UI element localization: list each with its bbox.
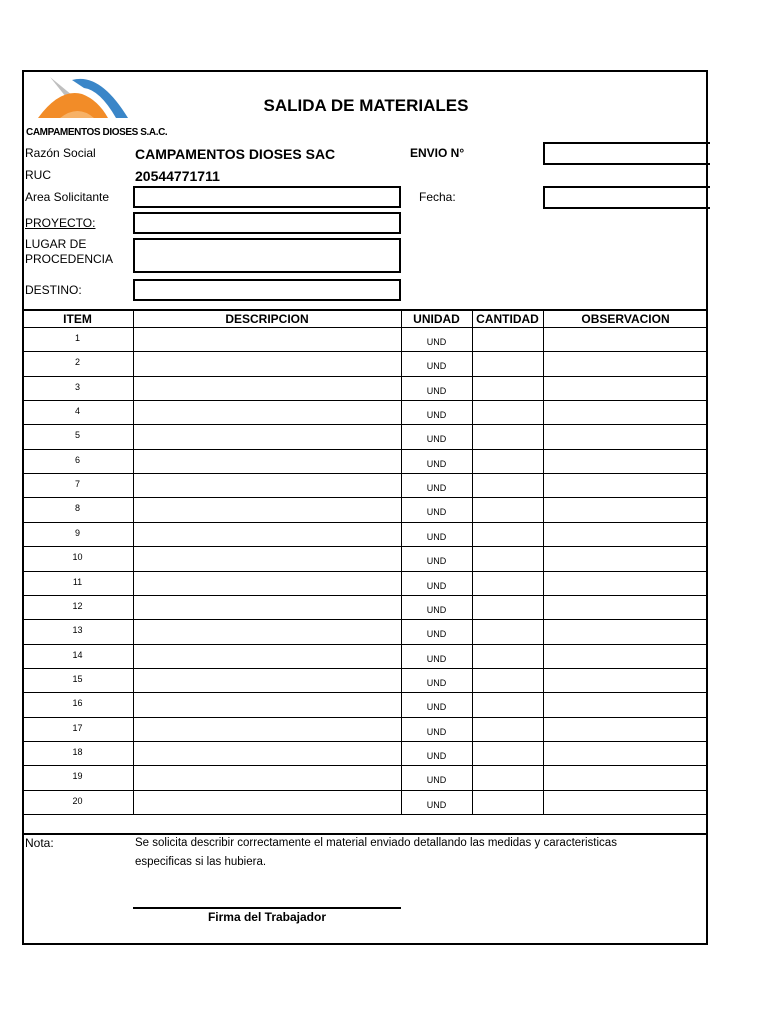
razon-social-label: Razón Social xyxy=(25,146,96,160)
item-number: 14 xyxy=(72,649,83,660)
unidad-value: UND xyxy=(426,556,447,567)
description-cell[interactable] xyxy=(133,449,401,473)
area-solicitante-label: Area Solicitante xyxy=(25,190,110,204)
unidad-value: UND xyxy=(426,507,447,518)
item-number: 9 xyxy=(74,527,80,538)
unidad-value: UND xyxy=(426,410,447,421)
cantidad-cell[interactable] xyxy=(472,741,543,765)
observacion-cell[interactable] xyxy=(543,619,708,643)
ruc-label: RUC xyxy=(25,168,51,182)
table-top-line xyxy=(22,309,708,311)
unidad-value: UND xyxy=(426,580,447,591)
company-logo xyxy=(30,72,160,128)
description-cell[interactable] xyxy=(133,765,401,789)
unidad-value: UND xyxy=(426,653,447,664)
cantidad-cell[interactable] xyxy=(472,668,543,692)
cantidad-cell[interactable] xyxy=(472,424,543,448)
description-cell[interactable] xyxy=(133,790,401,814)
item-number: 20 xyxy=(72,795,83,806)
description-cell[interactable] xyxy=(133,717,401,741)
observacion-cell[interactable] xyxy=(543,790,708,814)
unidad-value: UND xyxy=(426,702,447,713)
unidad-value: UND xyxy=(426,434,447,445)
fecha-label: Fecha: xyxy=(419,190,456,204)
cantidad-cell[interactable] xyxy=(472,692,543,716)
area-solicitante-field[interactable] xyxy=(133,186,401,208)
cantidad-cell[interactable] xyxy=(472,546,543,570)
logo-mountain-icon xyxy=(30,72,140,122)
lugar-procedencia-label-2: PROCEDENCIA xyxy=(25,252,114,266)
destino-label: DESTINO: xyxy=(25,283,82,297)
observacion-cell[interactable] xyxy=(543,497,708,521)
item-number: 11 xyxy=(72,576,83,587)
description-cell[interactable] xyxy=(133,376,401,400)
cantidad-cell[interactable] xyxy=(472,619,543,643)
observacion-cell[interactable] xyxy=(543,327,708,351)
cantidad-cell[interactable] xyxy=(472,717,543,741)
observacion-cell[interactable] xyxy=(543,546,708,570)
item-number: 10 xyxy=(72,552,83,563)
unidad-value: UND xyxy=(426,531,447,542)
item-number: 15 xyxy=(72,673,83,684)
observacion-cell[interactable] xyxy=(543,717,708,741)
unidad-value: UND xyxy=(426,629,447,640)
table-extra-line xyxy=(22,833,708,835)
envio-label: ENVIO N° xyxy=(410,146,465,160)
razon-social-value: CAMPAMENTOS DIOSES SAC xyxy=(135,146,336,162)
item-number: 3 xyxy=(74,381,80,392)
unidad-value: UND xyxy=(426,775,447,786)
destino-field[interactable] xyxy=(133,279,401,301)
item-number: 2 xyxy=(74,357,80,368)
nota-text-line-1: Se solicita describir correctamente el material enviado detallando las medidas y caracteristicas xyxy=(135,837,617,849)
page-title: SALIDA DE MATERIALES xyxy=(263,96,469,115)
item-number: 19 xyxy=(72,771,83,782)
description-cell[interactable] xyxy=(133,619,401,643)
table-header-cantidad: CANTIDAD xyxy=(476,312,539,326)
fecha-field[interactable] xyxy=(543,186,710,209)
observacion-cell[interactable] xyxy=(543,595,708,619)
lugar-procedencia-field[interactable] xyxy=(133,238,401,273)
cantidad-cell[interactable] xyxy=(472,644,543,668)
unidad-value: UND xyxy=(426,361,447,372)
signature-line xyxy=(133,907,401,909)
cantidad-cell[interactable] xyxy=(472,571,543,595)
nota-text-line-2: especificas si las hubiera. xyxy=(135,856,267,868)
cantidad-cell[interactable] xyxy=(472,449,543,473)
description-cell[interactable] xyxy=(133,595,401,619)
unidad-value: UND xyxy=(426,483,447,494)
unidad-value: UND xyxy=(426,458,447,469)
cantidad-cell[interactable] xyxy=(472,351,543,375)
ruc-value: 20544771711 xyxy=(135,168,220,184)
nota-label: Nota: xyxy=(25,836,54,850)
cantidad-cell[interactable] xyxy=(472,473,543,497)
table-header-unidad: UNIDAD xyxy=(413,312,460,326)
item-number: 12 xyxy=(72,600,83,611)
item-number: 8 xyxy=(74,503,80,514)
description-cell[interactable] xyxy=(133,668,401,692)
unidad-value: UND xyxy=(426,677,447,688)
cantidad-cell[interactable] xyxy=(472,376,543,400)
observacion-cell[interactable] xyxy=(543,424,708,448)
observacion-cell[interactable] xyxy=(543,765,708,789)
description-cell[interactable] xyxy=(133,473,401,497)
observacion-cell[interactable] xyxy=(543,692,708,716)
item-number: 18 xyxy=(72,746,83,757)
observacion-cell[interactable] xyxy=(543,449,708,473)
unidad-value: UND xyxy=(426,604,447,615)
unidad-value: UND xyxy=(426,750,447,761)
observacion-cell[interactable] xyxy=(543,522,708,546)
description-cell[interactable] xyxy=(133,400,401,424)
cantidad-cell[interactable] xyxy=(472,595,543,619)
description-cell[interactable] xyxy=(133,327,401,351)
cantidad-cell[interactable] xyxy=(472,497,543,521)
observacion-cell[interactable] xyxy=(543,644,708,668)
cantidad-cell[interactable] xyxy=(472,790,543,814)
description-cell[interactable] xyxy=(133,424,401,448)
description-cell[interactable] xyxy=(133,692,401,716)
observacion-cell[interactable] xyxy=(543,376,708,400)
description-cell[interactable] xyxy=(133,351,401,375)
item-number: 16 xyxy=(72,698,83,709)
logo-company-name: CAMPAMENTOS DIOSES S.A.C. xyxy=(26,127,168,138)
proyecto-label: PROYECTO: xyxy=(25,216,96,230)
item-number: 6 xyxy=(74,454,80,465)
cantidad-cell[interactable] xyxy=(472,327,543,351)
observacion-cell[interactable] xyxy=(543,400,708,424)
description-cell[interactable] xyxy=(133,644,401,668)
firma-label: Firma del Trabajador xyxy=(207,910,327,924)
observacion-cell[interactable] xyxy=(543,351,708,375)
table-header-item: ITEM xyxy=(63,312,92,326)
table-header-observacion: OBSERVACION xyxy=(581,312,670,326)
cantidad-cell[interactable] xyxy=(472,400,543,424)
lugar-procedencia-label-1: LUGAR DE xyxy=(25,237,87,251)
item-number: 5 xyxy=(74,430,80,441)
cantidad-cell[interactable] xyxy=(472,522,543,546)
table-row-line xyxy=(22,814,708,815)
table-header-descripcion: DESCRIPCION xyxy=(225,312,309,326)
observacion-cell[interactable] xyxy=(543,741,708,765)
proyecto-field[interactable] xyxy=(133,212,401,234)
envio-number-field[interactable] xyxy=(543,142,710,165)
observacion-cell[interactable] xyxy=(543,571,708,595)
unidad-value: UND xyxy=(426,726,447,737)
item-number: 7 xyxy=(74,479,80,490)
item-number: 13 xyxy=(72,625,83,636)
item-number: 1 xyxy=(74,333,80,343)
unidad-value: UND xyxy=(426,799,447,810)
item-number: 4 xyxy=(74,406,80,417)
description-cell[interactable] xyxy=(133,741,401,765)
description-cell[interactable] xyxy=(133,522,401,546)
observacion-cell[interactable] xyxy=(543,473,708,497)
description-cell[interactable] xyxy=(133,571,401,595)
cantidad-cell[interactable] xyxy=(472,765,543,789)
item-number: 17 xyxy=(72,722,83,733)
unidad-value: UND xyxy=(426,337,447,347)
description-cell[interactable] xyxy=(133,546,401,570)
unidad-value: UND xyxy=(426,385,447,396)
observacion-cell[interactable] xyxy=(543,668,708,692)
description-cell[interactable] xyxy=(133,497,401,521)
